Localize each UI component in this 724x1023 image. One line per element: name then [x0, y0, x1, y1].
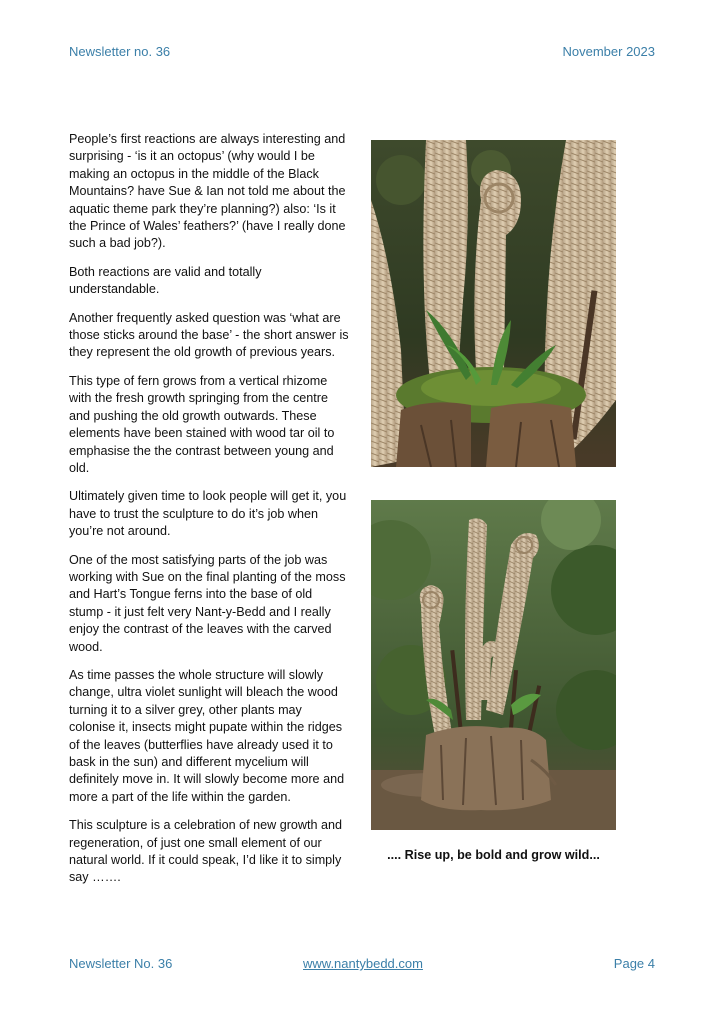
- paragraph-1: People’s first reactions are always interesting and surprising - ‘is it an octopus’ (why would I be making an octopus in the middle of the Black Mountains? have Sue & Ian not told me about the aquatic theme park they’re planning?) also: ‘Is it the Prince of Wales’ feathers?’ (have I really done such a bad job?).: [69, 132, 346, 251]
- article-body: [69, 131, 349, 898]
- page-number: Page 4: [613, 956, 655, 971]
- website-link[interactable]: www.nantybedd.com: [303, 956, 423, 971]
- paragraph-2: Both reactions are valid and totally understandable.: [69, 264, 262, 297]
- photo-caption: .... Rise up, be bold and grow wild...: [387, 848, 600, 862]
- sculpture-closeup-photo: [371, 140, 616, 467]
- sculpture-full-photo: [371, 500, 616, 830]
- footer-newsletter-number: Newsletter No. 36: [69, 956, 173, 971]
- paragraph-3: Another frequently asked question was ‘what are those sticks around the base’ - the short answer is they represent the old growth of previous years.: [69, 310, 349, 360]
- header-date: November 2023: [562, 44, 655, 59]
- paragraph-6: One of the most satisfying parts of the job was working with Sue on the final planting of the moss and Hart’s Tongue ferns into the base of old stump - it just felt very Nant-y-Bedd and I really enjoy the contrast of the leaves with the carved wood.: [69, 552, 346, 654]
- header-newsletter-number: Newsletter no. 36: [69, 44, 171, 59]
- paragraph-7: As time passes the whole structure will slowly change, ultra violet sunlight will bleach the wood turning it to a silver grey, other plants may colonise it, insects might pupate within the ridges of the leaves (butterflies have already used it to bask in the sun) and different mycelium will definitely move in. It will slowly become more and more a part of the life within the garden.: [69, 667, 345, 804]
- paragraph-8: This sculpture is a celebration of new growth and regeneration, of just one small element of our natural world. If it could speak, I’d like it to simply say …….: [69, 818, 343, 885]
- paragraph-5: Ultimately given time to look people will get it, you have to trust the sculpture to do it’s job when you’re not around.: [69, 489, 347, 539]
- paragraph-4: This type of fern grows from a vertical rhizome with the fresh growth springing from the centre and pushing the old growth outwards. These elements have been stained with wood tar oil to emphasise the the contrast between young and old.: [69, 373, 335, 475]
